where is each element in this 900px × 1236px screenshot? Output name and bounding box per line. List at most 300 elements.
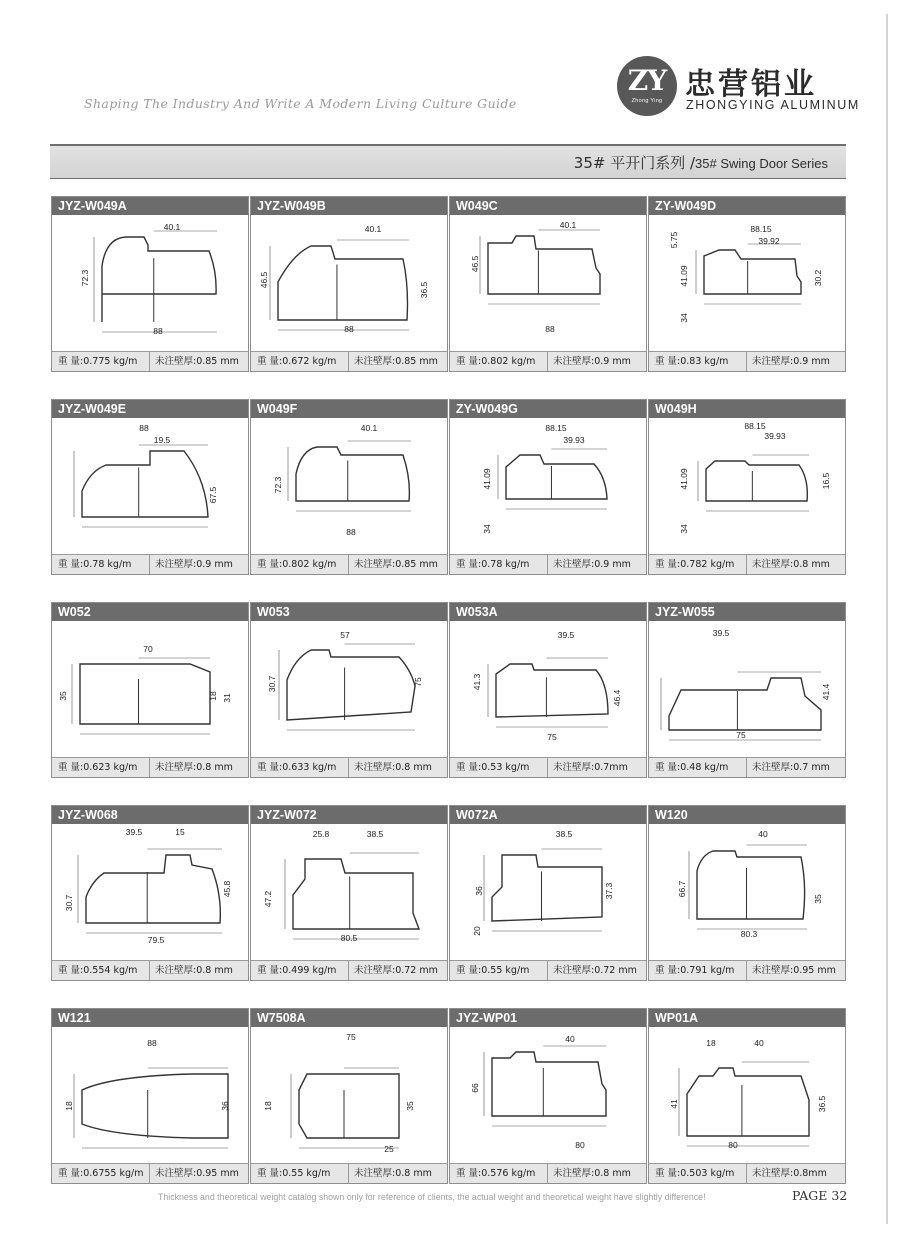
profile-drawing: [52, 1028, 248, 1164]
product-specs: [52, 1163, 248, 1183]
profile-drawing: [450, 622, 646, 758]
dimension-label: 34: [679, 524, 689, 534]
product-card: [51, 602, 249, 778]
dimension-label: 34: [679, 313, 689, 323]
dimension-label: 41.4: [821, 683, 831, 701]
series-title-cn: 35# 平开门系列 /: [573, 154, 696, 172]
weight-label: 重 量:: [257, 559, 283, 570]
dimension-label: 40.1: [360, 423, 378, 433]
profile-drawing: [251, 216, 447, 352]
weight-spec: [649, 1164, 747, 1183]
wall-thickness-value: 0.9 mm: [594, 356, 631, 367]
product-specs: [251, 554, 447, 574]
weight-spec: [649, 555, 747, 574]
dimension-label: 41.3: [472, 673, 482, 691]
wall-thickness-value: 0.8 mm: [196, 762, 233, 773]
weight-spec: [52, 352, 150, 371]
weight-label: 重 量:: [456, 356, 482, 367]
weight-value: 0.499 kg/m: [282, 965, 337, 976]
dimension-label: 18: [208, 691, 218, 701]
dimension-label: 88: [344, 324, 354, 334]
wall-thickness-value: 0.9 mm: [196, 559, 233, 570]
weight-value: 0.83 kg/m: [680, 356, 729, 367]
wall-thickness-label: 未注壁厚:: [553, 356, 595, 367]
weight-label: 重 量:: [257, 356, 283, 367]
product-specs: [649, 757, 845, 777]
product-code: W049C: [450, 197, 646, 215]
profile-outline: [287, 650, 415, 720]
wall-thickness-spec: [150, 1164, 248, 1183]
profile-drawing: [52, 419, 248, 555]
dimension-label: 88: [147, 1038, 157, 1048]
product-specs: [251, 351, 447, 371]
profile-outline: [704, 250, 801, 294]
weight-value: 0.6755 kg/m: [83, 1168, 144, 1179]
profile-outline: [492, 1052, 606, 1116]
profile-outline: [496, 664, 608, 717]
profile-outline: [299, 1074, 399, 1138]
wall-thickness-value: 0.9 mm: [594, 559, 631, 570]
weight-label: 重 量:: [655, 356, 681, 367]
wall-thickness-spec: [150, 555, 248, 574]
weight-spec: [52, 758, 150, 777]
dimension-label: 25.8: [312, 829, 330, 839]
product-card: [51, 1008, 249, 1184]
wall-thickness-value: 0.8 mm: [395, 1168, 432, 1179]
dimension-label: 88: [153, 326, 163, 336]
dimension-label: 72.3: [273, 476, 283, 494]
product-card: [449, 196, 647, 372]
product-specs: [450, 351, 646, 371]
dimension-label: 36.5: [419, 281, 429, 299]
product-specs: [450, 960, 646, 980]
dimension-label: 19.5: [153, 435, 171, 445]
dimension-label: 40.1: [559, 220, 577, 230]
weight-value: 0.576 kg/m: [481, 1168, 536, 1179]
wall-thickness-label: 未注壁厚:: [553, 762, 595, 773]
profile-drawing: [251, 622, 447, 758]
profile-drawing: [251, 825, 447, 961]
wall-thickness-value: 0.95 mm: [793, 965, 836, 976]
wall-thickness-label: 未注壁厚:: [553, 965, 595, 976]
product-specs: [450, 554, 646, 574]
weight-value: 0.503 kg/m: [680, 1168, 735, 1179]
profile-outline: [296, 447, 409, 501]
wall-thickness-label: 未注壁厚:: [752, 965, 794, 976]
weight-spec: [251, 352, 349, 371]
product-code: W053A: [450, 603, 646, 621]
dimension-label: 39.93: [563, 435, 585, 445]
dimension-label: 30.7: [64, 894, 74, 912]
weight-label: 重 量:: [257, 965, 283, 976]
profile-drawing: [649, 825, 845, 961]
dimension-label: 5.75: [669, 231, 679, 249]
weight-label: 重 量:: [58, 1168, 84, 1179]
product-code: JYZ-W049B: [251, 197, 447, 215]
weight-value: 0.623 kg/m: [83, 762, 138, 773]
logo-small-text: Zhong Ying: [631, 98, 663, 104]
profile-outline: [82, 1074, 228, 1138]
profile-drawing: [649, 622, 845, 758]
dimension-label: 66: [470, 1083, 480, 1093]
weight-value: 0.672 kg/m: [282, 356, 337, 367]
page-edge-line: [886, 14, 888, 1224]
dimension-label: 15: [175, 827, 185, 837]
product-code: WP01A: [649, 1009, 845, 1027]
product-card: [648, 196, 846, 372]
weight-value: 0.633 kg/m: [282, 762, 337, 773]
dimension-label: 18: [64, 1101, 74, 1111]
weight-spec: [450, 758, 548, 777]
wall-thickness-value: 0.8 mm: [395, 762, 432, 773]
product-code: W072A: [450, 806, 646, 824]
wall-thickness-label: 未注壁厚:: [354, 356, 396, 367]
product-specs: [649, 960, 845, 980]
profile-outline: [697, 851, 805, 919]
wall-thickness-label: 未注壁厚:: [155, 1168, 197, 1179]
weight-value: 0.791 kg/m: [680, 965, 735, 976]
dimension-label: 31: [222, 693, 232, 703]
product-card: [250, 805, 448, 981]
dimension-label: 36.5: [817, 1095, 827, 1113]
wall-thickness-label: 未注壁厚:: [155, 356, 197, 367]
wall-thickness-value: 0.7mm: [594, 762, 628, 773]
weight-value: 0.55 kg/m: [282, 1168, 331, 1179]
dimension-label: 72.3: [80, 269, 90, 287]
product-card: [449, 602, 647, 778]
profile-outline: [102, 237, 216, 322]
product-specs: [52, 351, 248, 371]
dimension-label: 88: [545, 324, 555, 334]
weight-spec: [52, 961, 150, 980]
profile-outline: [86, 855, 220, 923]
dimension-label: 39.5: [557, 630, 575, 640]
dimension-label: 46.5: [259, 271, 269, 289]
dimension-label: 41.09: [679, 468, 689, 490]
product-specs: [52, 960, 248, 980]
product-card: [648, 399, 846, 575]
dimension-label: 38.5: [366, 829, 384, 839]
product-grid: [51, 0, 846, 1236]
profile-drawing: [649, 216, 845, 352]
wall-thickness-spec: [349, 961, 447, 980]
profile-outline: [669, 678, 821, 730]
product-specs: [450, 1163, 646, 1183]
dimension-label: 80.3: [740, 929, 758, 939]
product-card: [51, 196, 249, 372]
wall-thickness-value: 0.9 mm: [793, 356, 830, 367]
wall-thickness-value: 0.8mm: [793, 1168, 827, 1179]
product-specs: [251, 1163, 447, 1183]
weight-label: 重 量:: [655, 559, 681, 570]
weight-label: 重 量:: [257, 1168, 283, 1179]
profile-drawing: [251, 1028, 447, 1164]
wall-thickness-spec: [548, 555, 646, 574]
wall-thickness-spec: [747, 961, 845, 980]
wall-thickness-spec: [349, 352, 447, 371]
profile-drawing: [450, 419, 646, 555]
product-specs: [649, 554, 845, 574]
weight-label: 重 量:: [456, 559, 482, 570]
wall-thickness-spec: [747, 758, 845, 777]
dimension-label: 79.5: [147, 935, 165, 945]
dimension-label: 40: [754, 1038, 764, 1048]
dimension-label: 40.1: [364, 224, 382, 234]
product-code: W120: [649, 806, 845, 824]
wall-thickness-value: 0.85 mm: [395, 559, 438, 570]
dimension-label: 36: [474, 886, 484, 896]
dimension-label: 20: [472, 926, 482, 936]
dimension-label: 80.5: [340, 933, 358, 943]
dimension-label: 88.15: [744, 421, 766, 431]
tagline: Shaping The Industry And Write A Modern Living Culture Guide: [84, 96, 517, 111]
wall-thickness-spec: [349, 758, 447, 777]
weight-value: 0.782 kg/m: [680, 559, 735, 570]
profile-outline: [506, 455, 607, 499]
profile-outline: [293, 859, 419, 929]
product-code: JYZ-W068: [52, 806, 248, 824]
dimension-label: 25: [384, 1144, 394, 1154]
dimension-label: 39.5: [125, 827, 143, 837]
dimension-label: 46.4: [612, 689, 622, 707]
wall-thickness-value: 0.7 mm: [793, 762, 830, 773]
product-code: JYZ-WP01: [450, 1009, 646, 1027]
dimension-label: 75: [736, 730, 746, 740]
product-code: JYZ-W049A: [52, 197, 248, 215]
weight-spec: [450, 1164, 548, 1183]
product-specs: [251, 757, 447, 777]
product-specs: [649, 1163, 845, 1183]
product-card: [250, 196, 448, 372]
weight-label: 重 量:: [58, 762, 84, 773]
product-code: JYZ-W055: [649, 603, 845, 621]
wall-thickness-spec: [349, 1164, 447, 1183]
product-card: [449, 1008, 647, 1184]
profile-drawing: [649, 419, 845, 555]
wall-thickness-value: 0.85 mm: [395, 356, 438, 367]
dimension-label: 18: [263, 1101, 273, 1111]
wall-thickness-spec: [349, 555, 447, 574]
wall-thickness-label: 未注壁厚:: [752, 1168, 794, 1179]
profile-drawing: [649, 1028, 845, 1164]
profile-outline: [687, 1068, 809, 1136]
dimension-label: 70: [143, 644, 153, 654]
wall-thickness-label: 未注壁厚:: [752, 559, 794, 570]
dimension-label: 35: [58, 691, 68, 701]
dimension-label: 18: [706, 1038, 716, 1048]
dimension-label: 75: [547, 732, 557, 742]
weight-value: 0.802 kg/m: [481, 356, 536, 367]
weight-value: 0.78 kg/m: [481, 559, 530, 570]
wall-thickness-label: 未注壁厚:: [354, 965, 396, 976]
weight-label: 重 量:: [257, 762, 283, 773]
wall-thickness-value: 0.72 mm: [395, 965, 438, 976]
product-card: [250, 602, 448, 778]
weight-value: 0.53 kg/m: [481, 762, 530, 773]
weight-spec: [649, 961, 747, 980]
dimension-label: 37.3: [604, 882, 614, 900]
wall-thickness-spec: [548, 352, 646, 371]
weight-label: 重 量:: [655, 1168, 681, 1179]
weight-label: 重 量:: [58, 965, 84, 976]
page-number: PAGE 32: [792, 1188, 848, 1203]
wall-thickness-spec: [150, 758, 248, 777]
wall-thickness-spec: [548, 1164, 646, 1183]
wall-thickness-value: 0.95 mm: [196, 1168, 239, 1179]
dimension-label: 39.92: [758, 236, 780, 246]
dimension-label: 75: [346, 1032, 356, 1042]
wall-thickness-spec: [548, 758, 646, 777]
wall-thickness-spec: [150, 961, 248, 980]
profile-outline: [488, 236, 600, 294]
product-code: W7508A: [251, 1009, 447, 1027]
weight-value: 0.78 kg/m: [83, 559, 132, 570]
dimension-label: 40.1: [163, 222, 181, 232]
dimension-label: 39.93: [764, 431, 786, 441]
profile-drawing: [450, 1028, 646, 1164]
wall-thickness-value: 0.85 mm: [196, 356, 239, 367]
product-specs: [251, 960, 447, 980]
weight-label: 重 量:: [58, 559, 84, 570]
product-code: W121: [52, 1009, 248, 1027]
weight-label: 重 量:: [655, 965, 681, 976]
profile-outline: [80, 664, 210, 724]
weight-spec: [251, 555, 349, 574]
wall-thickness-label: 未注壁厚:: [553, 1168, 595, 1179]
profile-outline: [278, 246, 408, 320]
profile-drawing: [52, 825, 248, 961]
wall-thickness-label: 未注壁厚:: [752, 356, 794, 367]
product-specs: [649, 351, 845, 371]
dimension-label: 67.5: [208, 486, 218, 504]
dimension-label: 88: [139, 423, 149, 433]
product-code: W052: [52, 603, 248, 621]
dimension-label: 80: [728, 1140, 738, 1150]
product-code: W053: [251, 603, 447, 621]
weight-spec: [251, 961, 349, 980]
product-code: ZY-W049G: [450, 400, 646, 418]
wall-thickness-value: 0.8 mm: [793, 559, 830, 570]
product-card: [51, 805, 249, 981]
company-name-en: ZHONGYING ALUMINUM: [686, 98, 860, 112]
weight-spec: [450, 961, 548, 980]
dimension-label: 30.2: [813, 269, 823, 287]
weight-label: 重 量:: [58, 356, 84, 367]
weight-value: 0.775 kg/m: [83, 356, 138, 367]
wall-thickness-spec: [747, 352, 845, 371]
weight-spec: [52, 555, 150, 574]
dimension-label: 40: [758, 829, 768, 839]
wall-thickness-label: 未注壁厚:: [752, 762, 794, 773]
logo-mark: ZY: [627, 64, 667, 97]
weight-value: 0.48 kg/m: [680, 762, 729, 773]
dimension-label: 34: [482, 524, 492, 534]
weight-value: 0.554 kg/m: [83, 965, 138, 976]
product-card: [250, 399, 448, 575]
dimension-label: 16.5: [821, 472, 831, 490]
weight-label: 重 量:: [456, 1168, 482, 1179]
dimension-label: 75: [413, 677, 423, 687]
profile-drawing: [52, 216, 248, 352]
dimension-label: 36: [220, 1101, 230, 1111]
weight-spec: [450, 555, 548, 574]
series-title-en: 35# Swing Door Series: [695, 156, 828, 171]
profile-outline: [706, 461, 807, 501]
profile-outline: [82, 451, 208, 517]
product-specs: [52, 554, 248, 574]
dimension-label: 40: [565, 1034, 575, 1044]
profile-drawing: [52, 622, 248, 758]
dimension-label: 41.09: [679, 265, 689, 287]
product-card: [51, 399, 249, 575]
wall-thickness-value: 0.72 mm: [594, 965, 637, 976]
wall-thickness-spec: [150, 352, 248, 371]
wall-thickness-label: 未注壁厚:: [155, 762, 197, 773]
weight-spec: [52, 1164, 150, 1183]
weight-label: 重 量:: [655, 762, 681, 773]
dimension-label: 41: [669, 1099, 679, 1109]
product-card: [648, 602, 846, 778]
dimension-label: 45.8: [222, 880, 232, 898]
profile-drawing: [450, 825, 646, 961]
weight-spec: [251, 1164, 349, 1183]
dimension-label: 35: [405, 1101, 415, 1111]
dimension-label: 88.15: [750, 224, 772, 234]
product-code: W049H: [649, 400, 845, 418]
product-card: [648, 1008, 846, 1184]
dimension-label: 30.7: [267, 675, 277, 693]
dimension-label: 46.5: [470, 255, 480, 273]
product-code: JYZ-W049E: [52, 400, 248, 418]
weight-label: 重 量:: [456, 762, 482, 773]
wall-thickness-label: 未注壁厚:: [155, 559, 197, 570]
profile-drawing: [251, 419, 447, 555]
weight-value: 0.802 kg/m: [282, 559, 337, 570]
dimension-label: 47.2: [263, 890, 273, 908]
wall-thickness-label: 未注壁厚:: [354, 1168, 396, 1179]
product-card: [648, 805, 846, 981]
product-specs: [450, 757, 646, 777]
weight-spec: [649, 352, 747, 371]
profile-outline: [492, 855, 602, 921]
weight-label: 重 量:: [456, 965, 482, 976]
weight-value: 0.55 kg/m: [481, 965, 530, 976]
weight-spec: [251, 758, 349, 777]
product-specs: [52, 757, 248, 777]
product-card: [449, 805, 647, 981]
wall-thickness-value: 0.8 mm: [196, 965, 233, 976]
dimension-label: 39.5: [712, 628, 730, 638]
wall-thickness-label: 未注壁厚:: [155, 965, 197, 976]
dimension-label: 88: [346, 527, 356, 537]
wall-thickness-value: 0.8 mm: [594, 1168, 631, 1179]
product-code: JYZ-W072: [251, 806, 447, 824]
dimension-label: 35: [813, 894, 823, 904]
wall-thickness-spec: [747, 555, 845, 574]
company-name-cn: 忠营铝业: [685, 67, 817, 102]
dimension-label: 38.5: [555, 829, 573, 839]
product-card: [250, 1008, 448, 1184]
dimension-label: 66.7: [677, 880, 687, 898]
product-code: W049F: [251, 400, 447, 418]
profile-drawing: [450, 216, 646, 352]
weight-spec: [450, 352, 548, 371]
wall-thickness-label: 未注壁厚:: [354, 559, 396, 570]
wall-thickness-spec: [747, 1164, 845, 1183]
dimension-label: 80: [575, 1140, 585, 1150]
dimension-label: 41.09: [482, 468, 492, 490]
footer-disclaimer: Thickness and theoretical weight catalog shown only for reference of clients, the actual weight and theoretical weight have slightly difference!: [158, 1192, 706, 1202]
